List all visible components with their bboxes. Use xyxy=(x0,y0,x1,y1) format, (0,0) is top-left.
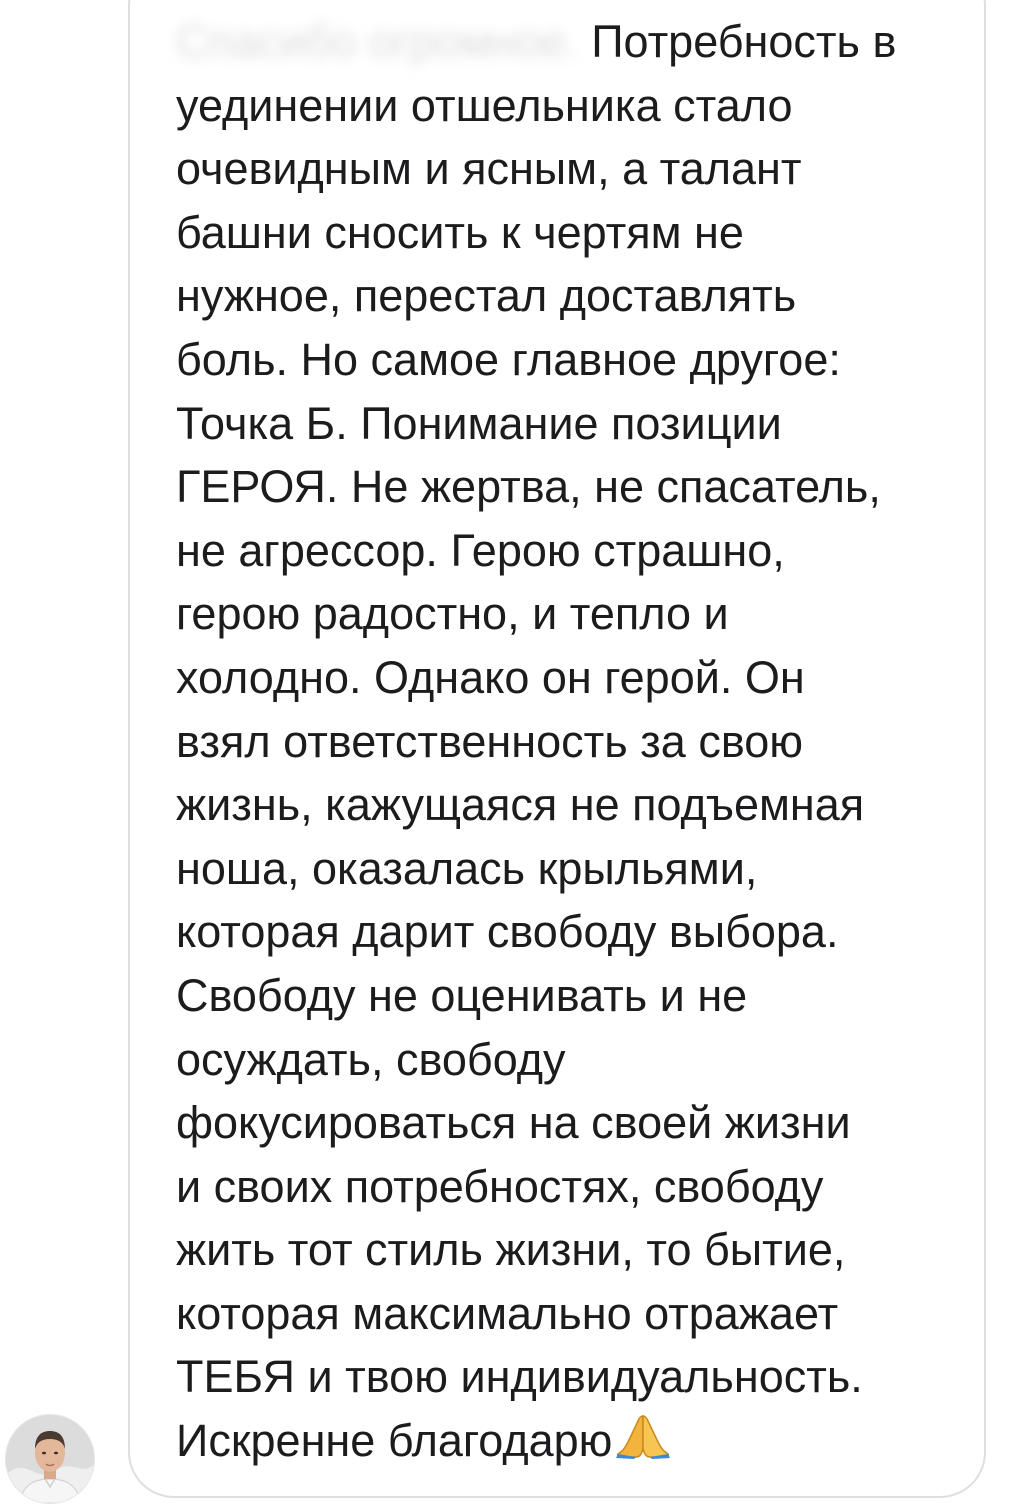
message-line: Точка Б. Понимание позиции xyxy=(176,397,782,449)
redacted-text: Спасибо огромное. xyxy=(176,16,579,67)
message-line-last: Искренне благодарю xyxy=(176,1409,976,1473)
message-line: Спасибо огромное. Потребность в xyxy=(176,10,976,74)
message-line: которая максимально отражает xyxy=(176,1287,839,1339)
message-line: не агрессор. Герою страшно, xyxy=(176,524,785,576)
message-line: холодно. Однако он герой. Он xyxy=(176,651,805,703)
sender-avatar[interactable] xyxy=(5,1414,95,1504)
message-line: фокусироваться на своей жизни xyxy=(176,1097,851,1149)
message-line: башни сносить к чертям не xyxy=(176,206,744,258)
message-line: осуждать, свободу xyxy=(176,1033,566,1085)
avatar-photo xyxy=(6,1415,94,1503)
message-line: которая дарит свободу выбора. xyxy=(176,906,839,958)
folded-hands-emoji xyxy=(614,1412,672,1477)
message-line: уединении отшельника стало xyxy=(176,79,793,131)
message-line: герою радостно, и тепло и xyxy=(176,588,729,640)
message-line: ноша, оказалась крыльями, xyxy=(176,842,758,894)
message-line: очевидным и ясным, а талант xyxy=(176,143,802,195)
message-line: жить тот стиль жизни, то бытие, xyxy=(176,1224,846,1276)
message-line: ГЕРОЯ. Не жертва, не спасатель, xyxy=(176,461,881,513)
message-line: нужное, перестал доставлять xyxy=(176,270,797,322)
message-text xyxy=(176,10,976,1473)
message-line: взял ответственность за свою xyxy=(176,715,804,767)
message-line: ТЕБЯ и твою индивидуальность. xyxy=(176,1351,863,1403)
message-line: Свободу не оценивать и не xyxy=(176,969,748,1021)
message-line: жизнь, кажущаяся не подъемная xyxy=(176,779,865,831)
message-line: и своих потребностях, свободу xyxy=(176,1160,824,1212)
message-line: боль. Но самое главное другое: xyxy=(176,333,841,385)
